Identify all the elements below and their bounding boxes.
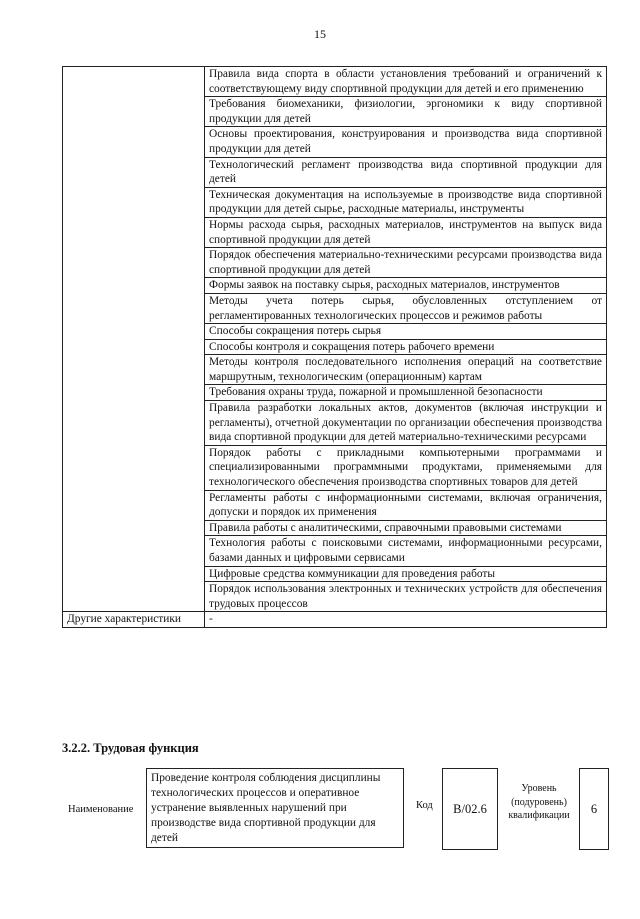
requirement-item: Порядок обеспечения материально-техническими ресурсами производства вида спортивной продукции для детей bbox=[205, 248, 607, 278]
code-box bbox=[442, 768, 498, 850]
qualification-level-label: Уровень (подуровень) квалификации bbox=[508, 783, 570, 821]
requirement-item: Регламенты работы с информационными системами, включая ограничения, допуски и порядок их применения bbox=[205, 490, 607, 520]
requirement-item: Технология работы с поисковыми системами, информационными ресурсами, базами данных и цифровыми сервисами bbox=[205, 536, 607, 566]
other-characteristics-value: - bbox=[205, 612, 607, 628]
code-label: Код bbox=[416, 800, 433, 811]
level-box bbox=[579, 768, 609, 850]
requirement-item: Способы сокращения потерь сырья bbox=[205, 324, 607, 340]
function-name-box bbox=[146, 768, 404, 848]
requirement-item: Техническая документация на используемые в производстве вида спортивной продукции для детей сырье, расходные материалы, инструменты bbox=[205, 187, 607, 217]
requirement-item: Способы контроля и сокращения потерь рабочего времени bbox=[205, 339, 607, 355]
requirement-item: Технологический регламент производства вида спортивной продукции для детей bbox=[205, 157, 607, 187]
requirement-item: Методы учета потерь сырья, обусловленных отступлением от регламентированных технологических процессов и режимов работы bbox=[205, 293, 607, 323]
requirement-item: Правила разработки локальных актов, документов (включая инструкции и регламенты), отчетной документации по организации обеспечения производства вида спортивной продукции для детей материально-техническими ресурсами bbox=[205, 401, 607, 446]
table-row bbox=[63, 67, 607, 97]
requirement-item: Требования биомеханики, физиологии, эргономики к виду спортивной продукции для детей bbox=[205, 97, 607, 127]
page-number: 15 bbox=[314, 27, 326, 41]
requirement-item: Формы заявок на поставку сырья, расходных материалов, инструментов bbox=[205, 278, 607, 294]
requirement-item: Требования охраны труда, пожарной и промышленной безопасности bbox=[205, 385, 607, 401]
requirement-item: Методы контроля последовательного исполнения операций на соответствие маршрутным, технологическим (операционным) картам bbox=[205, 355, 607, 385]
requirement-item: Цифровые средства коммуникации для проведения работы bbox=[205, 566, 607, 582]
code-value: В/02.6 bbox=[453, 801, 487, 816]
requirements-table bbox=[62, 66, 607, 628]
requirement-item: Правила работы с аналитическими, справочными правовыми системами bbox=[205, 520, 607, 536]
requirement-item: Порядок использования электронных и технических устройств для обеспечения трудовых процессов bbox=[205, 582, 607, 612]
name-label: Наименование bbox=[68, 804, 134, 815]
table-row bbox=[63, 612, 607, 628]
function-name-text: Проведение контроля соблюдения дисциплины технологических процессов и оперативное устранение выявленных нарушений при производстве вида спортивной продукции для детей bbox=[151, 772, 381, 844]
requirement-item: Порядок работы с прикладными компьютерными программами и специализированными программными продуктами, применяемыми для технологического обеспечения производства спортивных товаров для детей bbox=[205, 445, 607, 490]
requirement-item: Правила вида спорта в области установления требований и ограничений к соответствующему виду спортивной продукции для детей и его применению bbox=[205, 67, 607, 97]
empty-label-cell bbox=[63, 67, 205, 612]
requirement-item: Нормы расхода сырья, расходных материалов, инструментов на выпуск вида спортивной продукции для детей bbox=[205, 217, 607, 247]
other-characteristics-label: Другие характеристики bbox=[63, 612, 205, 628]
requirement-item: Основы проектирования, конструирования и производства вида спортивной продукции для детей bbox=[205, 127, 607, 157]
level-value: 6 bbox=[590, 801, 598, 816]
section-heading: 3.2.2. Трудовая функция bbox=[62, 741, 199, 755]
